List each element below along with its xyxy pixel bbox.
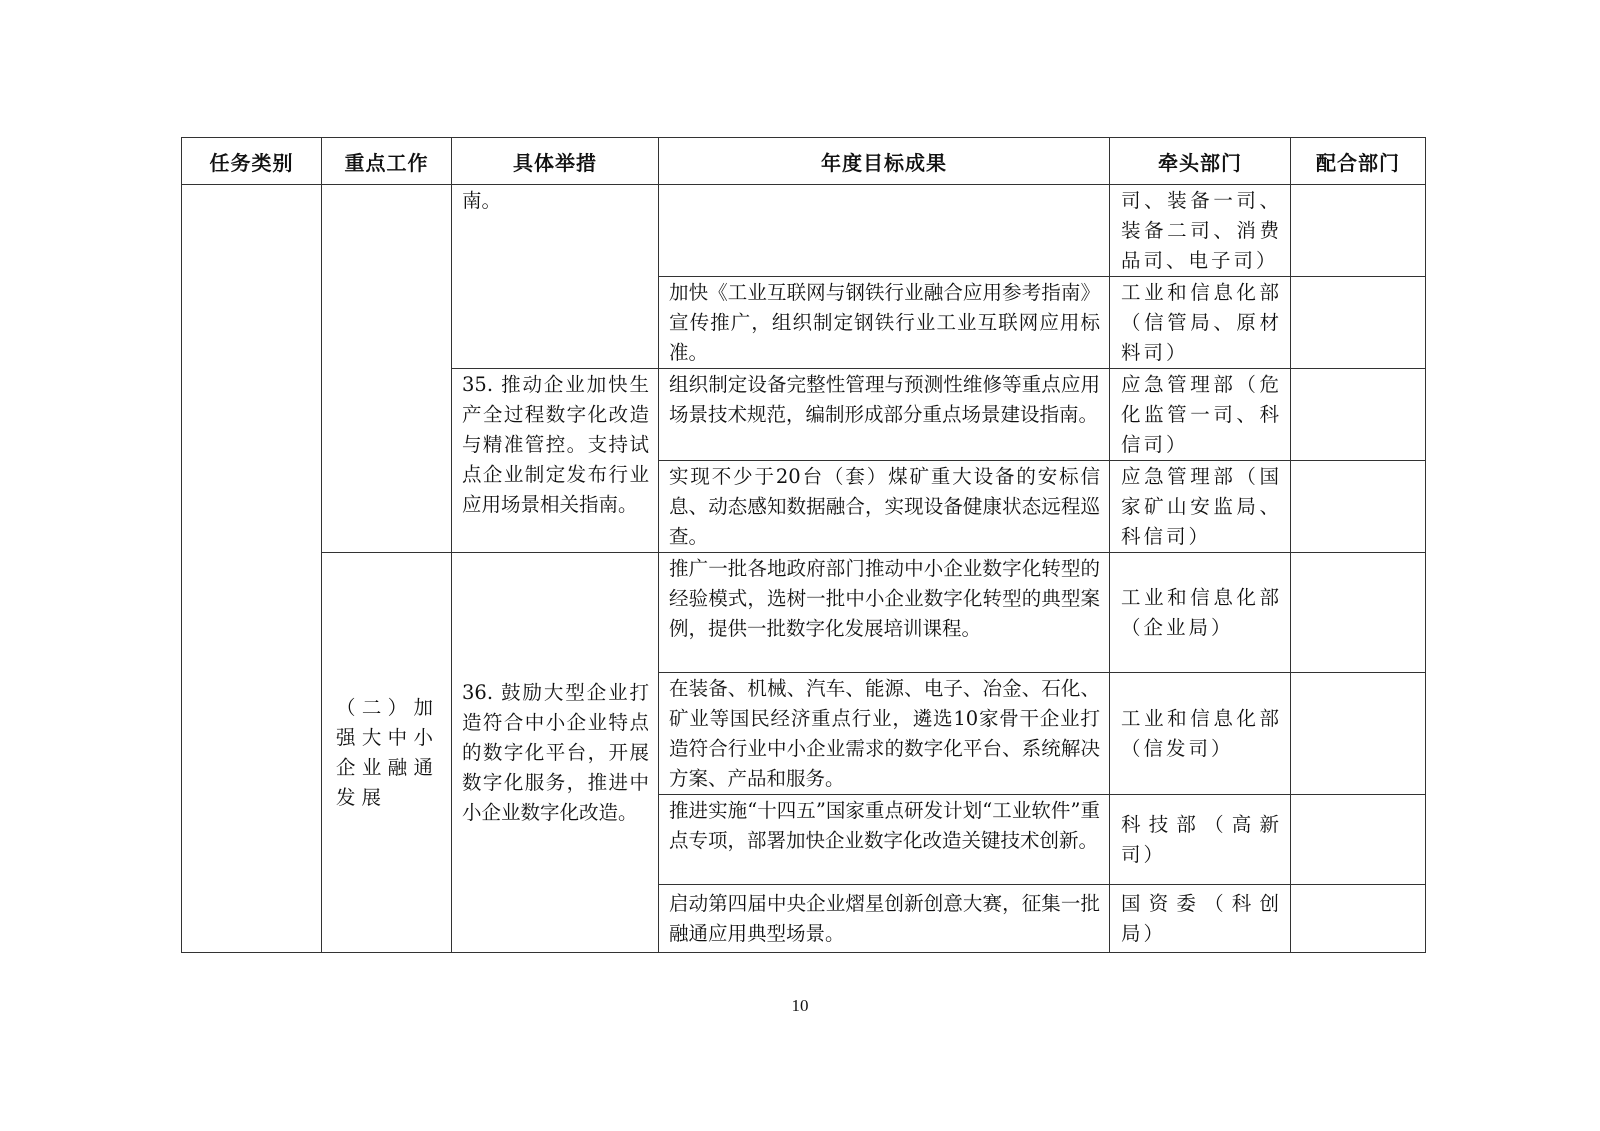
table-header-row xyxy=(182,138,1426,185)
support-dept-cell xyxy=(1291,553,1426,673)
header-lead-dept: 牵头部门 xyxy=(1110,138,1291,185)
target-cell xyxy=(659,673,1110,795)
measure-text: 南。 xyxy=(462,189,502,212)
target-text: 启动第四届中央企业熠星创新创意大赛，征集一批融通应用典型场景。 xyxy=(669,891,1100,945)
table-row xyxy=(182,553,1426,673)
header-measure: 具体举措 xyxy=(452,138,659,185)
target-cell xyxy=(659,369,1110,461)
support-dept-cell xyxy=(1291,277,1426,369)
header-target: 年度目标成果 xyxy=(659,138,1110,185)
lead-dept-cell xyxy=(1110,369,1291,461)
support-dept-text xyxy=(1291,795,1425,796)
measure-text: 36. 鼓励大型企业打造符合中小企业特点的数字化平台，开展数字化服务，推进中小企业数字化改造。 xyxy=(462,680,649,824)
key-work-cell xyxy=(322,553,452,953)
support-dept-cell xyxy=(1291,369,1426,461)
lead-dept-text: 工业和信息化部（信管局、原材料司） xyxy=(1121,281,1282,364)
header-category: 任务类别 xyxy=(182,138,322,185)
target-text: 实现不少于20台（套）煤矿重大设备的安标信息、动态感知数据融合，实现设备健康状态远程巡查。 xyxy=(669,465,1100,548)
support-dept-cell xyxy=(1291,795,1426,885)
support-dept-text xyxy=(1291,369,1425,370)
lead-dept-text: 工业和信息化部（信发司） xyxy=(1121,706,1282,760)
task-table xyxy=(181,137,1426,953)
lead-dept-text: 科技部（高新司） xyxy=(1121,812,1282,866)
lead-dept-cell xyxy=(1110,185,1291,277)
support-dept-text xyxy=(1291,461,1425,462)
lead-dept-cell xyxy=(1110,277,1291,369)
lead-dept-text: 应急管理部（国家矿山安监局、科信司） xyxy=(1121,465,1282,548)
lead-dept-cell xyxy=(1110,885,1291,953)
lead-dept-cell xyxy=(1110,461,1291,553)
target-text: 组织制定设备完整性管理与预测性维修等重点应用场景技术规范，编制形成部分重点场景建设指南。 xyxy=(669,373,1100,426)
target-text: 加快《工业互联网与钢铁行业融合应用参考指南》宣传推广，组织制定钢铁行业工业互联网应用标准。 xyxy=(669,281,1100,364)
support-dept-text xyxy=(1291,885,1425,886)
category-cell xyxy=(182,185,322,953)
header-key-work: 重点工作 xyxy=(322,138,452,185)
target-text xyxy=(659,185,1109,186)
target-cell xyxy=(659,885,1110,953)
table-row xyxy=(182,185,1426,277)
support-dept-text xyxy=(1291,277,1425,278)
target-text: 推广一批各地政府部门推动中小企业数字化转型的经验模式，选树一批中小企业数字化转型的典型案例，提供一批数字化发展培训课程。 xyxy=(669,557,1100,640)
lead-dept-cell xyxy=(1110,795,1291,885)
support-dept-cell xyxy=(1291,185,1426,277)
target-cell xyxy=(659,795,1110,885)
target-cell xyxy=(659,185,1110,277)
lead-dept-cell xyxy=(1110,553,1291,673)
lead-dept-text: 应急管理部（危化监管一司、科信司） xyxy=(1121,373,1282,456)
lead-dept-text: 工业和信息化部（企业局） xyxy=(1121,585,1282,639)
measure-cell xyxy=(452,553,659,953)
measure-cell-continued xyxy=(452,185,659,369)
support-dept-text xyxy=(1291,553,1425,554)
support-dept-text xyxy=(1291,185,1425,186)
support-dept-cell xyxy=(1291,461,1426,553)
support-dept-text xyxy=(1291,673,1425,674)
measure-text: 35. 推动企业加快生产全过程数字化改造与精准管控。支持试点企业制定发布行业应用场景相关指南。 xyxy=(462,373,649,516)
support-dept-cell xyxy=(1291,673,1426,795)
measure-cell xyxy=(452,369,659,553)
target-cell xyxy=(659,461,1110,553)
lead-dept-text: 司、装备一司、装备二司、消费品司、电子司） xyxy=(1121,189,1282,272)
lead-dept-cell xyxy=(1110,673,1291,795)
target-cell xyxy=(659,277,1110,369)
key-work-text: （二）加强大中小企业融通发展 xyxy=(336,695,439,809)
target-text: 推进实施“十四五”国家重点研发计划“工业软件”重点专项，部署加快企业数字化改造关键技术创新。 xyxy=(669,799,1100,852)
lead-dept-text: 国资委（科创局） xyxy=(1121,891,1282,945)
header-support-dept: 配合部门 xyxy=(1291,138,1426,185)
key-work-cell-continued xyxy=(322,185,452,553)
target-cell xyxy=(659,553,1110,673)
page-number: 10 xyxy=(791,996,809,1015)
support-dept-cell xyxy=(1291,885,1426,953)
target-text: 在装备、机械、汽车、能源、电子、冶金、石化、矿业等国民经济重点行业，遴选10家骨干企业打造符合行业中小企业需求的数字化平台、系统解决方案、产品和服务。 xyxy=(669,677,1100,790)
